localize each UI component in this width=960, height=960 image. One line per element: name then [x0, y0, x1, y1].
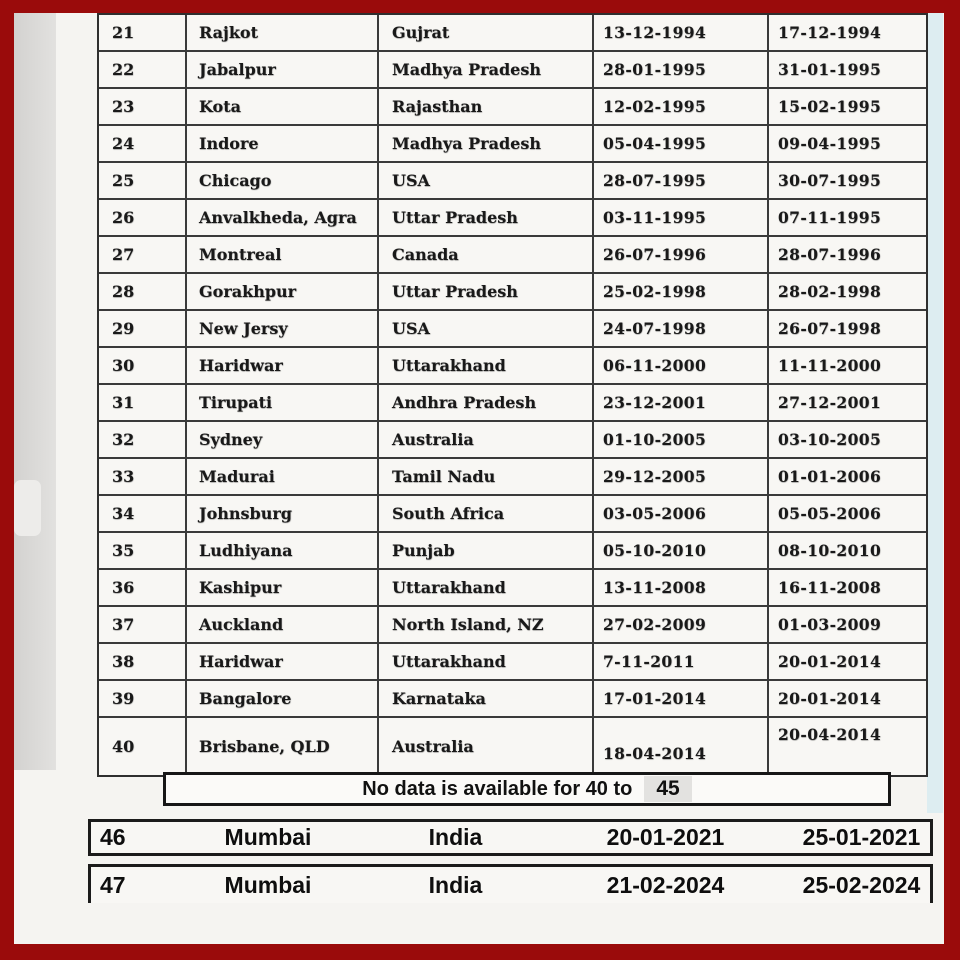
city-cell: Auckland [187, 607, 379, 642]
city-cell: Tirupati [187, 385, 379, 420]
start-date-cell: 27-02-2009 [594, 607, 769, 642]
start-date-cell: 06-11-2000 [594, 348, 769, 383]
end-date-cell: 03-10-2005 [778, 430, 882, 449]
city-cell: Brisbane, QLD [187, 718, 379, 775]
region-cell: Punjab [379, 533, 594, 568]
city-cell: Bangalore [187, 681, 379, 716]
table-row [99, 459, 926, 496]
region-cell: Uttarakhand [379, 348, 594, 383]
end-date-cell: 11-11-2000 [778, 356, 882, 375]
region-cell: India [428, 871, 483, 898]
table-row [99, 718, 926, 775]
page-edge-notch [14, 480, 41, 536]
end-date-cell: 25-01-2021 [802, 824, 921, 850]
end-date-cell: 31-01-1995 [778, 60, 882, 79]
start-date-cell: 28-01-1995 [594, 52, 769, 87]
start-date-cell: 05-10-2010 [594, 533, 769, 568]
end-date-cell: 16-11-2008 [778, 578, 882, 597]
row-number-cell: 21 [99, 15, 187, 50]
end-date-cell: 17-12-1994 [778, 23, 882, 42]
region-cell: Uttarakhand [379, 570, 594, 605]
city-cell: Johnsburg [187, 496, 379, 531]
end-date-cell: 08-10-2010 [778, 541, 882, 560]
start-date-cell: 17-01-2014 [594, 681, 769, 716]
region-cell: Madhya Pradesh [379, 52, 594, 87]
table-row [99, 126, 926, 163]
start-date-cell: 05-04-1995 [594, 126, 769, 161]
region-cell: USA [379, 163, 594, 198]
table-row [99, 89, 926, 126]
end-date-cell: 25-02-2024 [802, 871, 921, 898]
city-cell: Gorakhpur [187, 274, 379, 309]
start-date-cell: 23-12-2001 [594, 385, 769, 420]
region-cell: Madhya Pradesh [379, 126, 594, 161]
row-number-cell: 33 [99, 459, 187, 494]
region-cell: Australia [379, 422, 594, 457]
city-cell: Chicago [187, 163, 379, 198]
page-edge-shadow [14, 13, 56, 770]
row-number-cell: 37 [99, 607, 187, 642]
start-date-cell: 29-12-2005 [594, 459, 769, 494]
events-table-body [99, 15, 926, 775]
table-row [99, 533, 926, 570]
start-date-cell: 24-07-1998 [594, 311, 769, 346]
start-date-cell: 7-11-2011 [594, 644, 769, 679]
row-number-cell: 36 [99, 570, 187, 605]
city-cell: Mumbai [224, 871, 312, 898]
start-date-cell: 28-07-1995 [594, 163, 769, 198]
start-date-cell: 26-07-1996 [594, 237, 769, 272]
region-cell: USA [379, 311, 594, 346]
end-date-cell: 20-01-2014 [778, 689, 882, 708]
end-date-cell: 01-03-2009 [778, 615, 882, 634]
start-date-cell: 01-10-2005 [594, 422, 769, 457]
no-data-note-text: No data is available for 40 to [362, 777, 633, 800]
row-number-cell: 34 [99, 496, 187, 531]
table-row [99, 496, 926, 533]
region-cell: Rajasthan [379, 89, 594, 124]
end-date-cell: 09-04-1995 [778, 134, 882, 153]
start-date-cell: 13-11-2008 [594, 570, 769, 605]
city-cell: Kota [187, 89, 379, 124]
city-cell: Kashipur [187, 570, 379, 605]
end-date-cell: 30-07-1995 [778, 171, 882, 190]
row-number-cell: 40 [99, 718, 187, 775]
start-date-cell: 20-01-2021 [606, 824, 725, 850]
row-number-cell: 25 [99, 163, 187, 198]
row-number-cell: 23 [99, 89, 187, 124]
region-cell: Canada [379, 237, 594, 272]
row-number-cell: 32 [99, 422, 187, 457]
region-cell: India [428, 824, 483, 850]
city-cell: New Jersy [187, 311, 379, 346]
city-cell: Madurai [187, 459, 379, 494]
table-row [99, 348, 926, 385]
city-cell: Haridwar [187, 348, 379, 383]
region-cell: Tamil Nadu [379, 459, 594, 494]
end-date-cell: 20-01-2014 [778, 652, 882, 671]
row-number-cell: 26 [99, 200, 187, 235]
table-row [99, 237, 926, 274]
region-cell: Australia [379, 718, 594, 775]
region-cell: Gujrat [379, 15, 594, 50]
end-date-cell: 27-12-2001 [778, 393, 882, 412]
end-date-cell: 20-04-2014 [778, 725, 882, 744]
row-number-cell: 27 [99, 237, 187, 272]
city-cell: Haridwar [187, 644, 379, 679]
row-number-cell: 22 [99, 52, 187, 87]
region-cell: Karnataka [379, 681, 594, 716]
city-cell: Sydney [187, 422, 379, 457]
row-number-cell: 46 [100, 824, 126, 850]
region-cell: South Africa [379, 496, 594, 531]
end-date-cell: 28-07-1996 [778, 245, 882, 264]
table-row [99, 163, 926, 200]
row-number-cell: 39 [99, 681, 187, 716]
table-row [99, 311, 926, 348]
scanned-page [14, 13, 944, 944]
city-cell: Montreal [187, 237, 379, 272]
row-number-cell: 30 [99, 348, 187, 383]
region-cell: North Island, NZ [379, 607, 594, 642]
no-data-note-highlight: 45 [644, 776, 691, 802]
start-date-cell: 13-12-1994 [594, 15, 769, 50]
city-cell: Ludhiyana [187, 533, 379, 568]
end-date-cell: 26-07-1998 [778, 319, 882, 338]
end-date-cell: 01-01-2006 [778, 467, 882, 486]
table-row [99, 15, 926, 52]
table-row [99, 52, 926, 89]
region-cell: Uttarakhand [379, 644, 594, 679]
table-row [99, 570, 926, 607]
city-cell: Anvalkheda, Agra [187, 200, 379, 235]
start-date-cell: 03-11-1995 [594, 200, 769, 235]
start-date-cell: 12-02-1995 [594, 89, 769, 124]
table-row [99, 681, 926, 718]
city-cell: Jabalpur [187, 52, 379, 87]
end-date-cell: 15-02-1995 [778, 97, 882, 116]
row-number-cell: 47 [100, 871, 126, 898]
region-cell: Andhra Pradesh [379, 385, 594, 420]
row-number-cell: 28 [99, 274, 187, 309]
row-number-cell: 31 [99, 385, 187, 420]
region-cell: Uttar Pradesh [379, 200, 594, 235]
row-number-cell: 35 [99, 533, 187, 568]
appended-rows-section [88, 819, 933, 903]
city-cell: Indore [187, 126, 379, 161]
table-row [99, 607, 926, 644]
events-table [97, 13, 928, 777]
end-date-cell: 28-02-1998 [778, 282, 882, 301]
row-number-cell: 24 [99, 126, 187, 161]
start-date-cell: 21-02-2024 [606, 871, 725, 898]
city-cell: Rajkot [187, 15, 379, 50]
table-row [99, 422, 926, 459]
start-date-cell: 03-05-2006 [594, 496, 769, 531]
end-date-cell: 07-11-1995 [778, 208, 882, 227]
start-date-cell: 18-04-2014 [594, 718, 769, 775]
table-row [99, 274, 926, 311]
table-row [99, 644, 926, 681]
table-row [99, 385, 926, 422]
appended-table-row [88, 864, 933, 903]
region-cell: Uttar Pradesh [379, 274, 594, 309]
no-data-note [163, 772, 891, 806]
appended-table-row [88, 819, 933, 856]
table-row [99, 200, 926, 237]
city-cell: Mumbai [224, 824, 312, 850]
row-number-cell: 38 [99, 644, 187, 679]
start-date-cell: 25-02-1998 [594, 274, 769, 309]
end-date-cell: 05-05-2006 [778, 504, 882, 523]
row-number-cell: 29 [99, 311, 187, 346]
